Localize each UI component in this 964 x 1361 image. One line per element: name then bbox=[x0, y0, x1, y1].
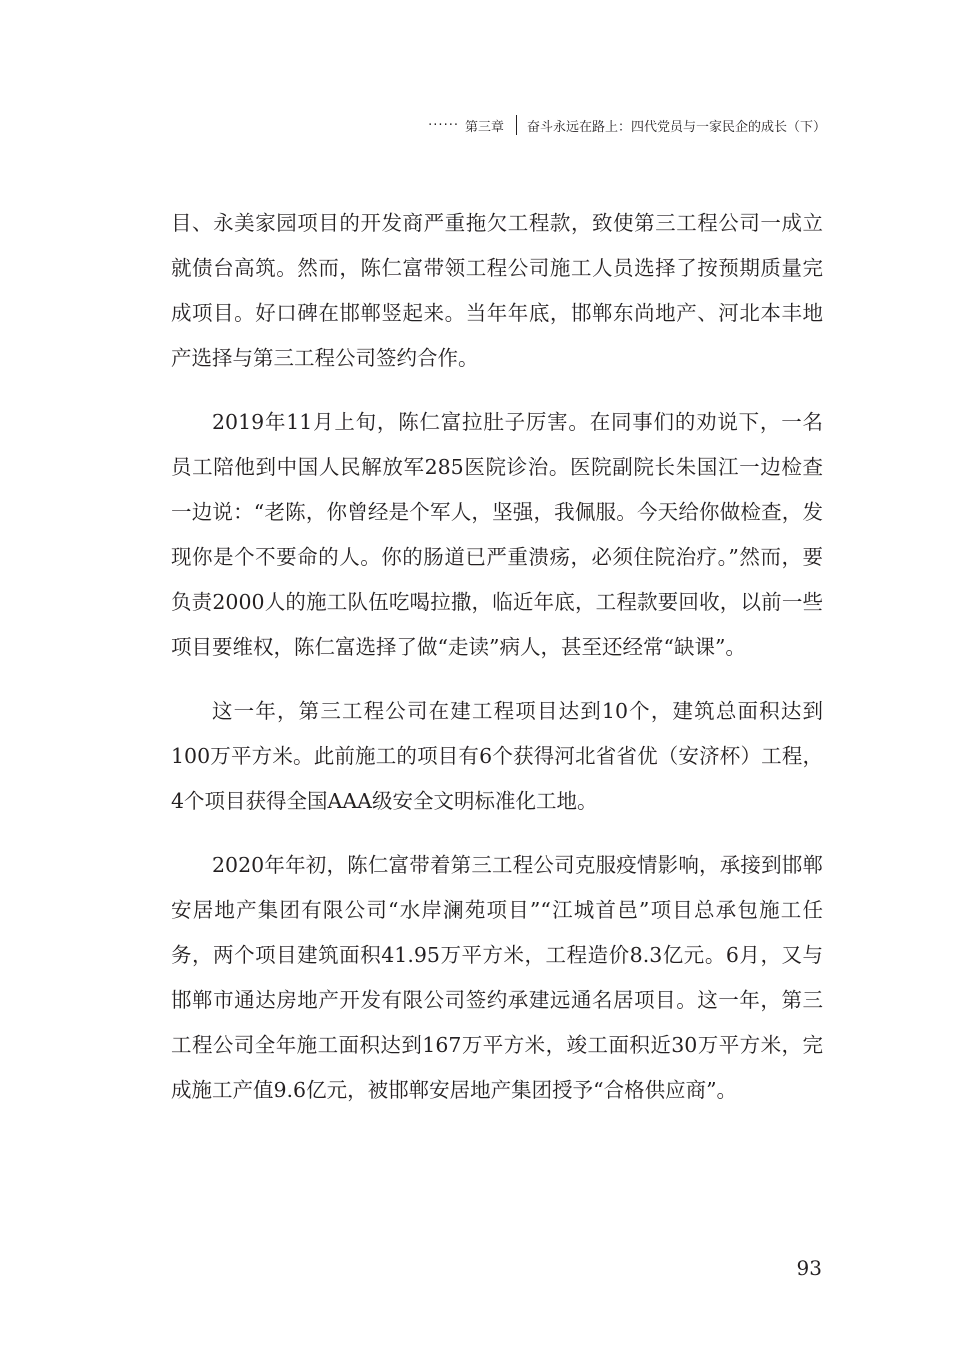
paragraph: 2019年11月上旬，陈仁富拉肚子厉害。在同事们的劝说下，一名员工陪他到中国人民解放军285医院诊治。医院副院长朱国江一边检查一边说：“老陈，你曾经是个军人，坚强，我佩服。今天给你做检查，发现你是个不要命的人。你的肠道已严重溃疡，必须住院治疗。”然而，要负责2000人的施工队伍吃喝拉撒，临近年底，工程款要回收，以前一些项目要维权，陈仁富选择了做“走读”病人，甚至还经常“缺课”。 bbox=[171, 410, 823, 659]
paragraph: 这一年，第三工程公司在建工程项目达到10个，建筑总面积达到100万平方米。此前施工的项目有6个获得河北省省优（安济杯）工程，4个项目获得全国AAA级安全文明标准化工地。 bbox=[171, 699, 823, 813]
page-number: 93 bbox=[796, 1256, 822, 1280]
chapter-title: 奋斗永远在路上：四代党员与一家民企的成长（下） bbox=[526, 119, 826, 135]
header-dots: ······ bbox=[428, 117, 459, 133]
body-text bbox=[171, 201, 823, 1113]
chapter-label: 第三章 bbox=[464, 119, 504, 135]
running-header bbox=[428, 113, 826, 137]
header-divider bbox=[516, 115, 517, 135]
paragraph: 2020年年初，陈仁富带着第三工程公司克服疫情影响，承接到邯郸安居地产集团有限公司“水岸澜苑项目”“江城首邑”项目总承包施工任务，两个项目建筑面积41.95万平方米，工程造价8.3亿元。6月，又与邯郸市通达房地产开发有限公司签约承建远通名居项目。这一年，第三工程公司全年施工面积达到167万平方米，竣工面积近30万平方米，完成施工产值9.6亿元，被邯郸安居地产集团授予“合格供应商”。 bbox=[171, 853, 823, 1102]
paragraph-continued: 目、永美家园项目的开发商严重拖欠工程款，致使第三工程公司一成立就债台高筑。然而，陈仁富带领工程公司施工人员选择了按预期质量完成项目。好口碑在邯郸竖起来。当年年底，邯郸东尚地产、河北本丰地产选择与第三工程公司签约合作。 bbox=[171, 211, 823, 370]
